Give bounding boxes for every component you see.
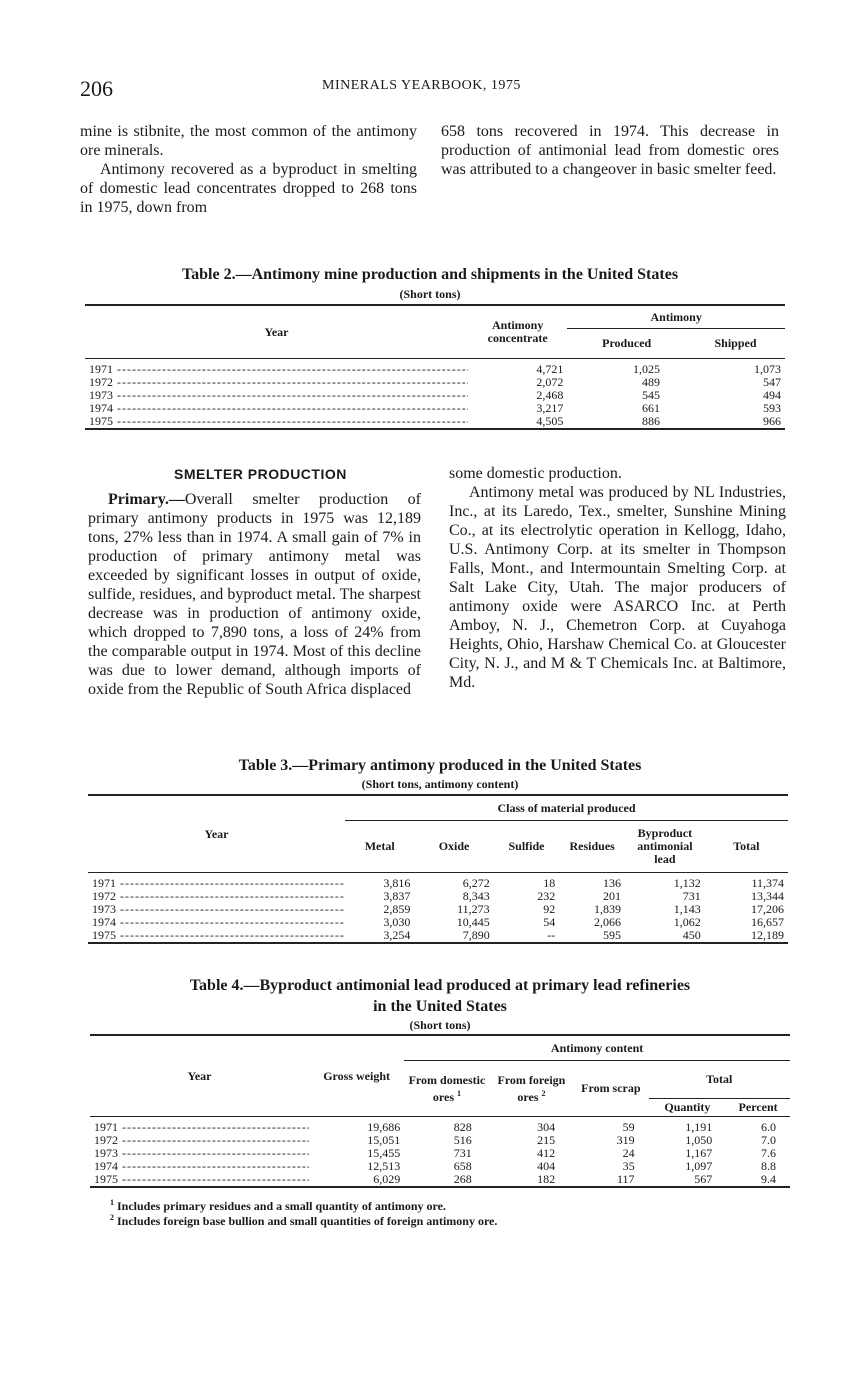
footnote-1: $^1$ Includes primary residues and a small quantity of antimony ore. bbox=[110, 1198, 446, 1213]
table3-header-class: Class of material produced bbox=[345, 795, 788, 821]
table2-header-concentrate: Antimony concentrate bbox=[468, 305, 567, 359]
intro-left-column bbox=[80, 122, 417, 217]
table-row: 1975 ----- 4,505 886 966 bbox=[85, 415, 785, 429]
table-row: 1974 ----- 12,513 658 404 35 1,097 8.8 bbox=[90, 1160, 790, 1173]
table2-header-produced: Produced bbox=[567, 329, 686, 359]
table2-header-year: Year bbox=[85, 305, 468, 359]
table-row: 1972 ----- 2,072 489 547 bbox=[85, 376, 785, 389]
table4-header-gross: Gross weight bbox=[309, 1035, 404, 1117]
smelter-right-paragraph-2: Antimony metal was produced by NL Industries, Inc., at its Laredo, Tex., smelter, Sunshine Mining Co., at its electrolytic operation in Kellogg, Idaho, U.S. Antimony Corp. at its smelter in Thompson Falls, Mont., and Intermountain Smelting Corp. at Salt Lake City, Utah. The major producers of antimony oxide were ASARCO Inc. at Perth Amboy, N. J., Chemetron Corp. at Cuyahoga Heights, Ohio, Harshaw Chemical Co. at Gloucester City, N. J., and M & T Chemicals Inc. at Baltimore, Md. bbox=[449, 484, 786, 691]
intro-right-column bbox=[441, 122, 779, 179]
table4-header-percent: Percent bbox=[726, 1099, 790, 1117]
table4-subtitle: (Short tons) bbox=[409, 1018, 471, 1032]
table3-header-year: Year bbox=[88, 795, 345, 873]
smelter-left-column bbox=[88, 490, 421, 699]
table3-title: Table 3.—Primary antimony produced in the United States bbox=[238, 757, 642, 774]
table-row: 1974 ----- 3,217 661 593 bbox=[85, 402, 785, 415]
table3-subtitle: (Short tons, antimony content) bbox=[361, 777, 519, 791]
table-row: 1972 ----- 3,837 8,343 232 201 731 13,344 bbox=[88, 890, 788, 903]
table4-header-domestic: From domestic ores $^1$ bbox=[404, 1061, 490, 1117]
table-row: 1971 ----- 3,816 6,272 18 136 1,132 11,374 bbox=[88, 877, 788, 890]
table2-title: Table 2.—Antimony mine production and shipments in the United States bbox=[181, 266, 679, 283]
section-heading-smelter: SMELTER PRODUCTION bbox=[174, 466, 347, 482]
table4-header-foreign: From foreign ores $^2$ bbox=[490, 1061, 573, 1117]
running-title: MINERALS YEARBOOK, 1975 bbox=[322, 78, 521, 93]
table-row: 1973 ----- 15,455 731 412 24 1,167 7.6 bbox=[90, 1147, 790, 1160]
table-row: 1974 ----- 3,030 10,445 54 2,066 1,062 16,657 bbox=[88, 916, 788, 929]
table3-header-total: Total bbox=[705, 821, 788, 873]
smelter-left-text: Overall smelter production of primary antimony products in 1975 was 12,189 tons, 27% less than in 1974. A small gain of 7% in production of primary antimony metal was exceeded by significant losses in output of oxide, sulfide, residues, and byproduct metal. The sharpest decrease was in production of antimony oxide, which dropped to 7,890 tons, a loss of 24% from the comparable output in 1974. Most of this decline was due to lower demand, although imports of oxide from the Republic of South Africa displaced bbox=[88, 491, 421, 698]
table3-header-metal: Metal bbox=[345, 821, 414, 873]
table-row: 1972 ----- 15,051 516 215 319 1,050 7.0 bbox=[90, 1134, 790, 1147]
table4-header-scrap: From scrap bbox=[573, 1061, 648, 1117]
intro-right-paragraph-1: 658 tons recovered in 1974. This decrease in production of antimonial lead from domestic ores was attributed to a changeover in basic smelter feed. bbox=[441, 123, 779, 178]
page-number: 206 bbox=[80, 76, 113, 101]
table3-header-residues: Residues bbox=[559, 821, 625, 873]
table3-header-oxide: Oxide bbox=[414, 821, 493, 873]
table2-header-antimony: Antimony bbox=[567, 305, 785, 329]
table-row: 1975 ----- 3,254 7,890 -- 595 450 12,189 bbox=[88, 929, 788, 943]
table4-title-line1: Table 4.—Byproduct antimonial lead produced at primary lead refineries bbox=[189, 977, 691, 994]
table-row: 1971 ----- 4,721 1,025 1,073 bbox=[85, 363, 785, 376]
table4-header-year: Year bbox=[90, 1035, 309, 1117]
table-row: 1973 ----- 2,859 11,273 92 1,839 1,143 17,206 bbox=[88, 903, 788, 916]
table4 bbox=[90, 1034, 790, 1188]
table-row: 1971 ----- 19,686 828 304 59 1,191 6.0 bbox=[90, 1121, 790, 1134]
table3-header-byproduct: Byproduct antimonial lead bbox=[625, 821, 705, 873]
table4-header-quantity: Quantity bbox=[649, 1099, 727, 1117]
footnote-2: $^2$ Includes foreign base bullion and small quantities of foreign antimony ore. bbox=[110, 1213, 498, 1228]
table2 bbox=[85, 304, 785, 430]
table2-header-shipped: Shipped bbox=[686, 329, 785, 359]
intro-left-paragraph-1: mine is stibnite, the most common of the antimony ore minerals. bbox=[80, 123, 417, 159]
table4-title-line2: in the United States bbox=[373, 998, 507, 1015]
table4-header-antimony-content: Antimony content bbox=[404, 1035, 790, 1061]
table4-header-total: Total bbox=[649, 1061, 790, 1099]
intro-left-paragraph-2: Antimony recovered as a byproduct in smelting of domestic lead concentrates dropped to 268 tons in 1975, down from bbox=[80, 161, 417, 216]
smelter-right-column bbox=[449, 464, 786, 692]
smelter-right-paragraph-1: some domestic production. bbox=[449, 465, 622, 482]
table3 bbox=[88, 794, 788, 944]
table-row: 1973 ----- 2,468 545 494 bbox=[85, 389, 785, 402]
table3-header-sulfide: Sulfide bbox=[494, 821, 560, 873]
table2-subtitle: (Short tons) bbox=[399, 287, 461, 301]
table-row: 1975 ----- 6,029 268 182 117 567 9.4 bbox=[90, 1173, 790, 1187]
primary-label: Primary.— bbox=[108, 491, 185, 508]
